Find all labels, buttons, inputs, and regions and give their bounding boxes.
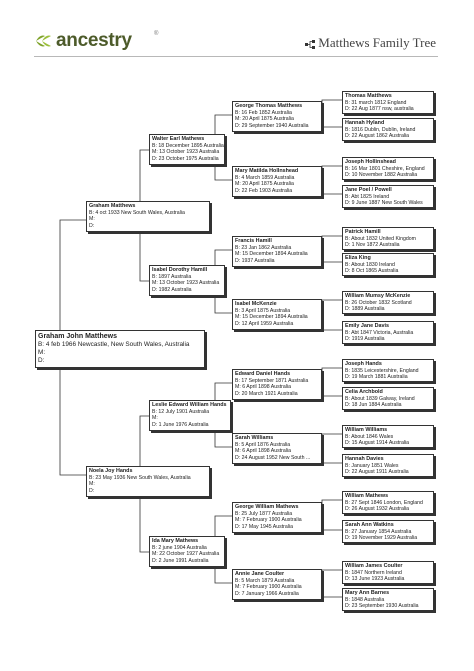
birth-line: B: 1835 Leicestershire, England (345, 368, 419, 374)
logo-trademark: ® (154, 31, 159, 37)
person-card-ggp-7[interactable] (232, 502, 322, 533)
person-name: Celia Archbold (345, 389, 383, 395)
marriage-line: M: 20 April 1875 Australia (235, 181, 294, 188)
death-line: D: 24 August 1952 New South ... (235, 454, 311, 461)
death-line: D: 2 June 1991 Australia (152, 557, 209, 564)
person-card-root[interactable] (35, 330, 205, 368)
person-card-gggp-14[interactable] (342, 520, 434, 543)
person-name: Francis Hamill (235, 238, 272, 244)
marriage-line: M: 13 October 1923 Australia (152, 280, 220, 287)
death-line: D: 17 May 1945 Australia (235, 523, 293, 530)
death-line: D: 10 November 1882 Australia (345, 172, 418, 179)
person-name: Annie Jane Coulter (235, 571, 285, 577)
death-line: D: 22 August 1911 Australia (345, 469, 409, 476)
person-name: William Mumsy McKenzie (345, 293, 411, 299)
birth-line: B: 1847 Northern Ireland (345, 570, 402, 576)
death-line: D: 9 June 1887 New South Wales (345, 200, 423, 207)
person-card-gggp-2[interactable] (342, 118, 434, 141)
birth-line: B: 16 Feb 1852 Australia (235, 110, 292, 116)
birth-line: B: 1816 Dublin, Dublin, Ireland (345, 127, 416, 133)
marriage-line: M: (89, 481, 95, 488)
death-line: D: 19 November 1929 Australia (345, 535, 418, 542)
death-line: D: 1982 Australia (152, 286, 192, 293)
death-line: D: 19 March 1881 Australia (345, 374, 408, 381)
birth-line: B: 31 march 1812 England (345, 100, 407, 106)
person-name: William James Coulter (345, 563, 403, 569)
marriage-line: M: 7 February 1900 Australia (235, 517, 302, 524)
marriage-line: M: 15 December 1894 Australia (235, 314, 308, 321)
person-card-maternal-grandmother[interactable] (149, 536, 225, 567)
person-card-gggp-13[interactable] (342, 491, 434, 514)
person-name: Sarah Ann Watkins (345, 522, 394, 528)
birth-line: B: 3 April 1875 Australia (235, 308, 291, 314)
person-card-ggp-1[interactable] (232, 101, 322, 132)
person-name: Mary Matilda Hollnshead (235, 168, 299, 174)
person-name: Patrick Hamill (345, 229, 381, 235)
birth-line: B: 26 October 1832 Scotland (345, 300, 412, 306)
marriage-line: M: (152, 415, 158, 422)
death-line: D: 1889 Australia (345, 306, 385, 313)
person-card-gggp-16[interactable] (342, 588, 434, 611)
person-card-ggp-5[interactable] (232, 369, 322, 400)
death-line: D: 20 March 1921 Australia (235, 390, 298, 397)
death-line: D: 22 Aug 1877 nsw, australia (345, 106, 414, 113)
person-name: Graham John Matthews (38, 333, 117, 340)
person-name: William Mathews (345, 493, 389, 499)
birth-line: B: 2 june 1904 Australia (152, 545, 207, 551)
birth-line: B: 1848 Australia (345, 597, 385, 603)
person-name: Hannah Davies (345, 456, 384, 462)
birth-line: B: 4 March 1859 Australia (235, 175, 295, 181)
person-name: Jane Poel / Powell (345, 187, 392, 193)
person-card-ggp-6[interactable] (232, 433, 322, 464)
person-name: Joseph Hollinshead (345, 159, 396, 165)
marriage-line: M: 22 October 1927 Australia (152, 551, 220, 558)
person-card-ggp-8[interactable] (232, 569, 322, 600)
death-line: D: 22 Feb 1903 Australia (235, 187, 293, 194)
death-line: D: 7 January 1966 Australia (235, 590, 299, 597)
person-card-gggp-9[interactable] (342, 359, 434, 382)
death-line: D: 1937 Australia (235, 257, 275, 264)
birth-line: B: 23 May 1936 New South Wales, Australia (89, 475, 191, 481)
person-name: Hannah Hyland (345, 120, 385, 126)
person-card-ggp-2[interactable] (232, 166, 322, 197)
person-card-gggp-7[interactable] (342, 291, 434, 314)
death-line: D: 1919 Australia (345, 336, 385, 343)
birth-line: B: 1897 Australia (152, 274, 192, 280)
death-line: D: 23 October 1975 Australia (152, 155, 219, 162)
birth-line: B: 12 July 1901 Australia (152, 409, 210, 415)
death-line: D: 22 August 1862 Australia (345, 133, 410, 140)
person-name: Edward Daniel Hands (235, 371, 291, 377)
birth-line: B: About 1830 Ireland (345, 262, 395, 268)
birth-line: B: Abt 1825 Ireland (345, 194, 390, 200)
person-name: Graham Matthews (89, 203, 136, 209)
person-card-ggp-3[interactable] (232, 236, 322, 267)
person-name: Sarah Williams (235, 435, 274, 441)
birth-line: B: 27 Sept 1846 London, England (345, 500, 423, 506)
person-card-gggp-15[interactable] (342, 561, 434, 584)
person-name: Emily Jane Davis (345, 323, 390, 329)
death-line: D: 15 August 1914 Australia (345, 440, 410, 447)
marriage-line: M: 13 October 1923 Australia (152, 149, 220, 156)
birth-line: B: 16 Mar 1801 Cheshire, England (345, 166, 425, 172)
birth-line: B: 25 July 1877 Australia (235, 511, 293, 517)
death-line: D: 18 Jun 1884 Australia (345, 402, 402, 409)
marriage-line: M: 15 December 1894 Australia (235, 251, 308, 258)
person-name: Leslie Edward William Hands (152, 402, 227, 408)
birth-line: B: 17 September 1871 Australia (235, 378, 309, 384)
birth-line: B: 4 feb 1966 Newcastle, New South Wales, Australia (38, 341, 190, 348)
person-name: George William Mathews (235, 504, 299, 510)
person-card-gggp-6[interactable] (342, 253, 434, 276)
person-card-paternal-grandmother[interactable] (149, 265, 225, 296)
death-line: D: 12 April 1959 Australia (235, 320, 294, 327)
birth-line: B: About 1839 Galway, Ireland (345, 396, 415, 402)
death-line: D: 23 September 1930 Australia (345, 603, 419, 610)
person-card-gggp-4[interactable] (342, 185, 434, 208)
person-name: Thomas Matthews (345, 93, 392, 99)
birth-line: B: Abt 1847 Victoria, Australia (345, 330, 414, 336)
death-line: D: (38, 357, 45, 364)
person-card-gggp-3[interactable] (342, 157, 434, 180)
person-name: William Williams (345, 427, 388, 433)
marriage-line: M: (89, 216, 95, 223)
person-name: Ida Mary Mathews (152, 538, 199, 544)
person-name: Noela Joy Hands (89, 468, 133, 474)
person-name: Mary Ann Barnes (345, 590, 390, 596)
death-line: D: 29 September 1940 Australia (235, 122, 309, 129)
person-name: Eliza King (345, 255, 371, 261)
person-name: Isabel Dorothy Hamill (152, 267, 208, 273)
birth-line: B: 27 January 1854 Australia (345, 529, 412, 535)
person-card-gggp-11[interactable] (342, 425, 434, 448)
birth-line: B: 4 oct 1933 New South Wales, Australia (89, 210, 185, 216)
death-line: D: (89, 222, 95, 229)
marriage-line: M: 6 April 1898 Australia (235, 448, 291, 455)
marriage-line: M: 20 April 1875 Australia (235, 116, 294, 123)
person-card-gggp-10[interactable] (342, 387, 434, 410)
person-card-gggp-5[interactable] (342, 227, 434, 250)
death-line: D: 1 June 1976 Australia (152, 421, 209, 428)
birth-line: B: 5 March 1879 Australia (235, 578, 295, 584)
person-name: Walter Earl Mathews (152, 136, 205, 142)
marriage-line: M: 6 April 1898 Australia (235, 384, 291, 391)
person-name: Isabel McKenzie (235, 301, 277, 307)
person-card-ggp-4[interactable] (232, 299, 322, 330)
person-card-gggp-12[interactable] (342, 454, 434, 477)
birth-line: B: About 1846 Wales (345, 434, 394, 440)
marriage-line: M: (38, 349, 46, 356)
death-line: D: 13 June 1923 Australia (345, 576, 405, 583)
birth-line: B: About 1832 United Kingdom (345, 236, 416, 242)
person-name: Joseph Hands (345, 361, 382, 367)
person-card-gggp-1[interactable] (342, 91, 434, 114)
person-card-mother[interactable] (86, 466, 210, 497)
death-line: D: 8 Oct 1865 Australia (345, 268, 399, 275)
logo-wordmark: ancestry (56, 30, 132, 51)
person-name: George Thomas Matthews (235, 103, 303, 109)
person-card-father[interactable] (86, 201, 210, 232)
death-line: D: (89, 487, 95, 494)
person-card-paternal-grandfather[interactable] (149, 134, 225, 165)
death-line: D: 1 Nov 1872 Australia (345, 242, 400, 249)
person-card-gggp-8[interactable] (342, 321, 434, 344)
birth-line: B: 5 April 1876 Australia (235, 442, 291, 448)
death-line: D: 26 August 1932 Australia (345, 506, 410, 513)
person-card-maternal-grandfather[interactable] (149, 400, 231, 431)
birth-line: B: 23 Jan 1862 Australia (235, 245, 292, 251)
marriage-line: M: 7 February 1900 Australia (235, 584, 302, 591)
birth-line: B: 18 December 1895 Australia (152, 143, 224, 149)
tree-title-text: Matthews Family Tree (318, 35, 436, 50)
birth-line: B: January 1851 Wales (345, 463, 399, 469)
